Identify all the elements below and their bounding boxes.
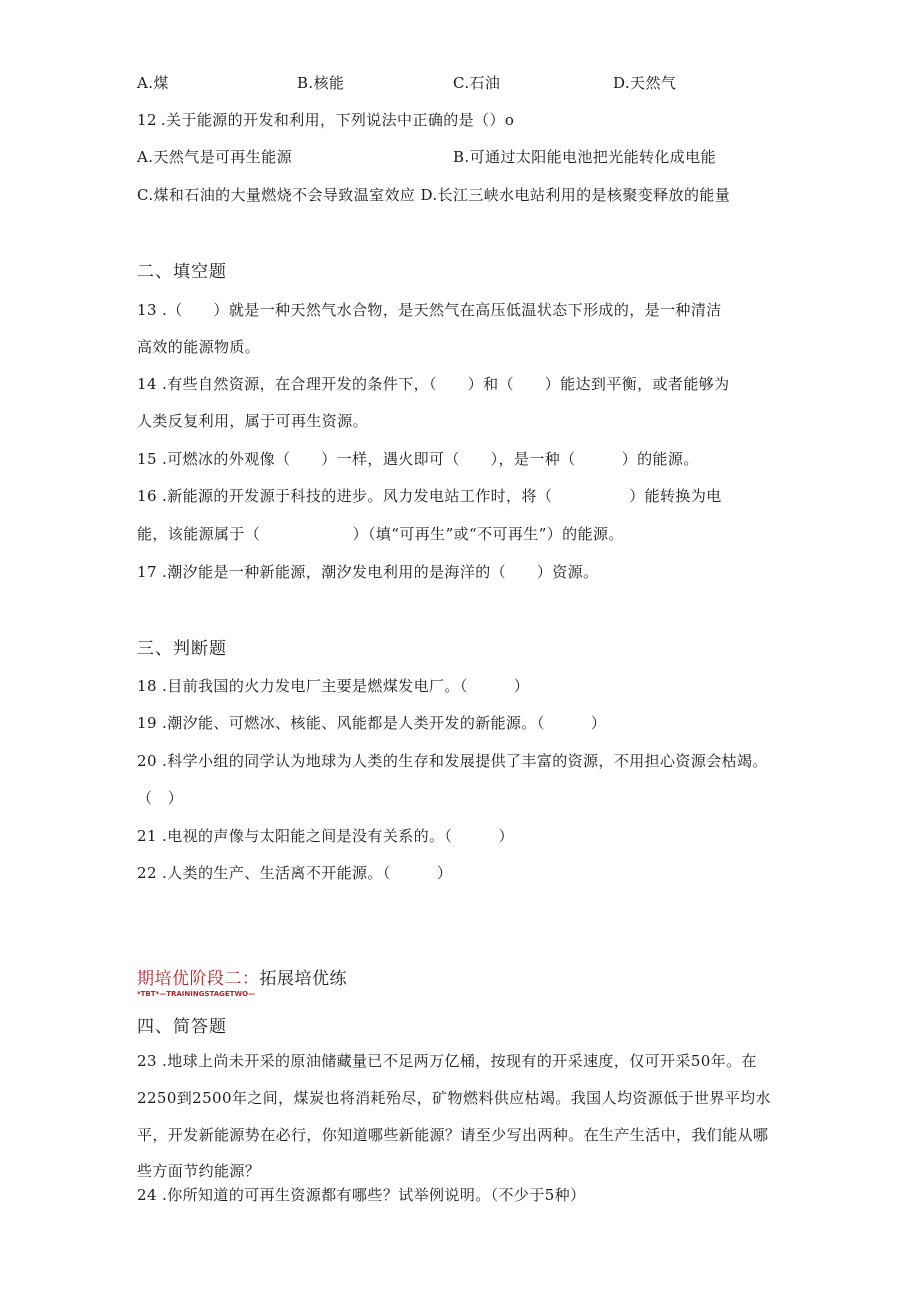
q12-option-a: A.天然气是可再生能源: [137, 148, 293, 166]
q19: 19 .潮汐能、可燃冰、核能、风能都是人类开发的新能源。（ ）: [137, 714, 607, 732]
section-2-title: 二、填空题: [137, 262, 227, 282]
q14-line-2: 人类反复利用，属于可再生资源。: [137, 412, 369, 430]
q15: 15 .可燃冰的外观像（ ）一样，遇火即可（ ），是一种（ ）的能源。: [137, 450, 699, 468]
stage-banner: [137, 968, 347, 998]
q14-line-1: 14 .有些自然资源，在合理开发的条件下，（ ）和（ ）能达到平衡，或者能够为: [137, 375, 730, 393]
q23-line-4: 些方面节约能源？: [137, 1162, 261, 1180]
stage-banner-accent: 期培优阶段二：: [137, 969, 260, 989]
q21: 21 .电视的声像与太阳能之间是没有关系的。（ ）: [137, 827, 514, 845]
q23-line-1: 23 .地球上尚未开采的原油储藏量已不足两万亿桶，按现有的开采速度，仅可开采50年。在: [137, 1052, 757, 1070]
q23-line-2: 2250到2500年之间，煤炭也将消耗殆尽，矿物燃料供应枯竭。我国人均资源低于世界平均水: [137, 1089, 771, 1107]
q13-line-1: 13 .（ ）就是一种天然气水合物，是天然气在高压低温状态下形成的，是一种清洁: [137, 301, 722, 319]
q17: 17 .潮汐能是一种新能源，潮汐发电利用的是海洋的（ ）资源。: [137, 563, 599, 581]
q11-option-d: D.天然气: [613, 74, 677, 92]
section-3-title: 三、判断题: [137, 639, 227, 659]
q11-option-a: A.煤: [137, 74, 169, 92]
q20-line-1: 20 .科学小组的同学认为地球为人类的生存和发展提供了丰富的资源，不用担心资源会枯竭。: [137, 752, 768, 770]
stage-banner-dark: 拓展培优练: [259, 969, 347, 989]
stage-banner-title: [137, 968, 347, 990]
q13-line-2: 高效的能源物质。: [137, 338, 261, 356]
section-4-title: 四、简答题: [137, 1017, 227, 1037]
q12-stem: [137, 110, 514, 130]
q20-line-2: （ ）: [137, 789, 184, 807]
q24: 24 .你所知道的可再生资源都有哪些？试举例说明。（不少于5种）: [137, 1186, 586, 1204]
q12-number: 12: [137, 111, 157, 129]
q16-line-1: 16 .新能源的开发源于科技的进步。风力发电站工作时，将（ ）能转换为电: [137, 487, 722, 505]
q12-option-b: B.可通过太阳能电池把光能转化成电能: [453, 148, 716, 166]
q18: 18 .目前我国的火力发电厂主要是燃煤发电厂。（ ）: [137, 677, 530, 695]
q23-line-3: 平，开发新能源势在必行，你知道哪些新能源？请至少写出两种。在生产生活中，我们能从哪: [137, 1126, 769, 1144]
q12-stem-text: .关于能源的开发和利用，下列说法中正确的是（）o: [160, 111, 515, 129]
q12-option-cd: C.煤和石油的大量燃烧不会导致温室效应 D.长江三峡水电站利用的是核聚变释放的能量: [137, 186, 731, 204]
q22: 22 .人类的生产、生活离不开能源。（ ）: [137, 864, 453, 882]
stage-banner-subtitle: *TBT*—TRAININGSTAGETWO—: [137, 990, 256, 998]
q11-option-b: B.核能: [297, 74, 345, 92]
q16-line-2: 能，该能源属于（ ）（填“可再生”或“不可再生”）的能源。: [137, 525, 624, 543]
q11-option-c: C.石油: [453, 74, 501, 92]
